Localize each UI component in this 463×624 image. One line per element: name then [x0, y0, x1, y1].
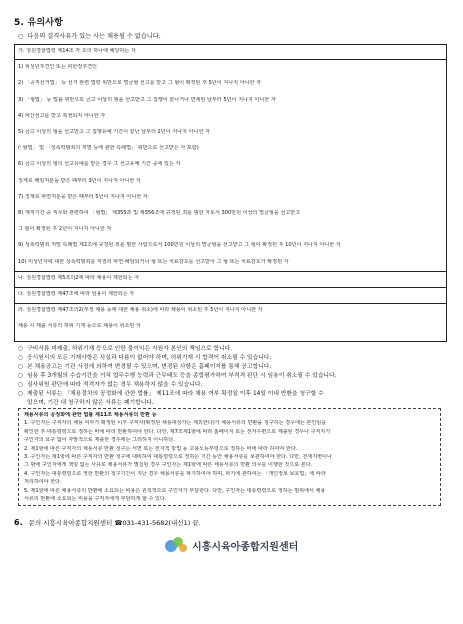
box-row: 채용 시 제출 서류의 허위 기재 등으로 채용이 취소된 자 — [18, 323, 141, 330]
contact-number: 6. — [14, 518, 23, 527]
box-row: 5. 제1항에 따른 채용서류의 반환에 소요되는 비용은 원칙적으로 구인자가 부담한다. 다만, 구인자는 대통령령으로 정하는 범위에서 채용 — [24, 487, 326, 494]
box-row: (「형법」 및 「성폭력범죄의 처벌 등에 관한 특례법」 위반으로 선고받은 자 포함) — [18, 145, 199, 152]
box-heading: 채용서류의 공정화에 관한 법률 제11조 채용서류의 반환 등 — [24, 412, 157, 418]
box-row: 7) 징계로 파면처분을 받은 때부터 5년이 지나지 아니한 자 — [18, 193, 148, 200]
box-row: 구인자의 요구 없이 자발적으로 제출한 경우에는 그러하지 아니하다. — [24, 437, 175, 444]
box-heading: 가. 청원경찰법령 제14조 각 호의 하나에 해당하는 자 — [18, 48, 136, 54]
box-row: 3. 구인자는 제1항에 따른 구직자의 반환 청구에 대비하여 대통령령으로 정하는 기간 동안 채용서류를 보관하여야 한다. 다만, 천재지변이나 — [24, 454, 332, 460]
bullet-circle-icon: ○ — [18, 364, 24, 370]
box-row: 8) 재직기간 중 직무와 관련하여 「형법」 제355조 및 제356조에 규정된 죄를 범한 자로서 300만원 이상의 벌금형을 선고받고 — [18, 210, 301, 216]
box-row: 징계로 해임처분을 받은 때부터 3년이 지나지 아니한 자 — [18, 177, 141, 184]
box-heading: 다. 청원경찰법령 제47조에 따라 임용이 제한되는 자 — [18, 291, 135, 297]
bullet-circle-icon: ○ — [18, 382, 24, 388]
contact-line — [14, 518, 201, 527]
intro-line — [18, 31, 161, 40]
bullet-circle-icon: ○ — [18, 33, 24, 40]
notice-text: 본 채용공고는 기관 사정에 의하여 변경될 수 있으며, 변경된 사항은 홈페이지를 통해 공고합니다. — [27, 364, 272, 370]
bullet-circle-icon: ○ — [18, 346, 24, 352]
disqualification-box — [14, 44, 447, 342]
contact-text: 문의 시흥시육아종합지원센터 ☎031-431-5682(내선1) 끝. — [28, 519, 201, 527]
box-row: 6) 금고 이상의 형의 선고유예를 받은 경우 그 선고유예 기간 중에 있는 자 — [18, 161, 181, 168]
intro-text: 다음의 결격사유가 있는 사는 채용될 수 없습니다. — [27, 33, 161, 40]
notice-item — [18, 355, 271, 362]
box-row: 10) 미성년자에 대한 성폭력범죄를 저질러 파면·해임되거나 형 또는 치료감호를 선고받아 그 형 또는 치료감호가 확정된 자 — [18, 258, 289, 265]
box-row: 5) 금고 이상의 형을 선고받고 그 집행유예 기간이 끝난 날부터 2년이 지나지 아니한 자 — [18, 129, 210, 135]
row-divider — [15, 59, 446, 60]
box-row: 처리하여야 한다. — [24, 479, 62, 486]
notice-item — [18, 391, 324, 398]
box-row: 4) 파산선고를 받고 복권되지 아니한 자 — [18, 112, 106, 119]
center-logo-text: 시흥시육아종합지원센터 — [192, 542, 299, 553]
notice-item — [18, 364, 271, 371]
document-return-box — [18, 408, 441, 506]
box-row: 그 형이 확정된 후 2년이 지나지 아니한 자 — [18, 226, 112, 233]
box-row: 2) 「공직선거법」 등 선거 관련 법령 위반으로 벌금형 선고를 받고 그 형이 확정된 후 5년이 지나지 아니한 자 — [18, 80, 262, 87]
notice-item — [18, 382, 202, 389]
notice-text: 임용 후 3개월의 수습기간을 거쳐 업무수행 능력과 근무태도 등을 종합평가하여 부적격 판단 시 임용이 취소될 수 있습니다. — [27, 373, 337, 379]
bullet-circle-icon: ○ — [18, 391, 24, 397]
box-row: 1. 구인자는 구직자의 채용 여부가 확정된 이후 구직자(확정된 채용대상자는 제외한다)가 채용서류의 반환을 청구하는 경우에는 본인임을 — [24, 420, 327, 427]
box-row: 4. 구인자는 대통령령으로 정한 반환의 청구기간이 지난 경우 채용서류를 파기하여야 하며, 파기에 관하여는 「개인정보 보호법」에 따라 — [24, 470, 326, 477]
box-row: 3) 「형법」 등 법률 위반으로 금고 이상의 형을 선고받고 그 집행이 끝나거나 면제된 날부터 5년이 지나지 아니한 자 — [18, 96, 276, 103]
row-divider — [15, 303, 446, 304]
center-logo — [164, 534, 314, 556]
box-row: 그 밖에 구인자에게 책임 없는 사유로 채용서류가 멸실된 경우 구인자는 제1항에 따른 채용서류의 반환 의무를 이행한 것으로 본다. — [24, 462, 313, 469]
row-divider — [15, 287, 446, 288]
notice-text: 심사위원 판단에 따라 적격자가 없는 경우 채용하지 않을 수 있습니다. — [27, 382, 203, 388]
bullet-circle-icon: ○ — [18, 373, 24, 379]
box-heading: 라. 청원경찰법령 제47조의2(부정 채용 등에 대한 채용 취소)에 따라 채용이 취소된 후 5년이 지나지 아니한 자 — [18, 307, 263, 314]
notice-text: 구비서류 미제출, 허위기재 등으로 인한 불이익은 지원자 본인의 책임으로 합니다. — [27, 346, 233, 352]
box-row: 9) 성폭력범죄 처벌 특례법 제2조에 규정된 죄를 범한 사람으로서 100만원 이상의 벌금형을 선고받고 그 형이 확정된 후 10년이 지나지 아니한 자 — [18, 242, 341, 249]
section-heading — [14, 15, 63, 28]
notice-text: 응시원서의 모든 기재사항은 사실과 다름이 없어야 하며, 허위기재 시 합격이 취소될 수 있습니다. — [27, 355, 272, 361]
box-row: 확인한 후 대통령령으로 정하는 바에 따라 반환하여야 한다. 다만, 제7조제1항에 따라 홈페이지 또는 전자우편으로 제출된 경우나 구직자가 — [24, 428, 331, 435]
notice-item — [18, 373, 336, 380]
box-row: 서류의 반환에 소요되는 비용을 구직자에게 부담하게 할 수 있다. — [24, 496, 167, 502]
notice-item — [18, 346, 232, 353]
bullet-circle-icon: ○ — [18, 355, 24, 361]
center-logo-icon — [164, 534, 190, 556]
box-row: 2. 제1항에 따른 구직자의 채용서류 반환 청구는 서면 또는 전자적 방법 등 고용노동부령으로 정하는 바에 따라 하여야 한다. — [24, 445, 298, 452]
section-number: 5. — [14, 18, 25, 28]
notice-text-continued: 있으며, 기간 내 청구하지 않은 서류는 폐기합니다. — [27, 400, 154, 406]
notice-text: 제출된 서류는 「채용절차의 공정화에 관한 법률」 제11조에 따라 채용 여부 확정일 이후 14일 이내 반환을 청구할 수 — [27, 391, 324, 397]
section-title: 유의사항 — [27, 18, 64, 28]
box-row: 1) 피성년후견인 또는 피한정후견인 — [18, 64, 97, 71]
logo-dot — [179, 544, 187, 552]
row-divider — [15, 271, 446, 272]
box-heading: 나. 청원경찰법령 제5조의2에 따라 채용이 제한되는 자 — [18, 274, 140, 281]
